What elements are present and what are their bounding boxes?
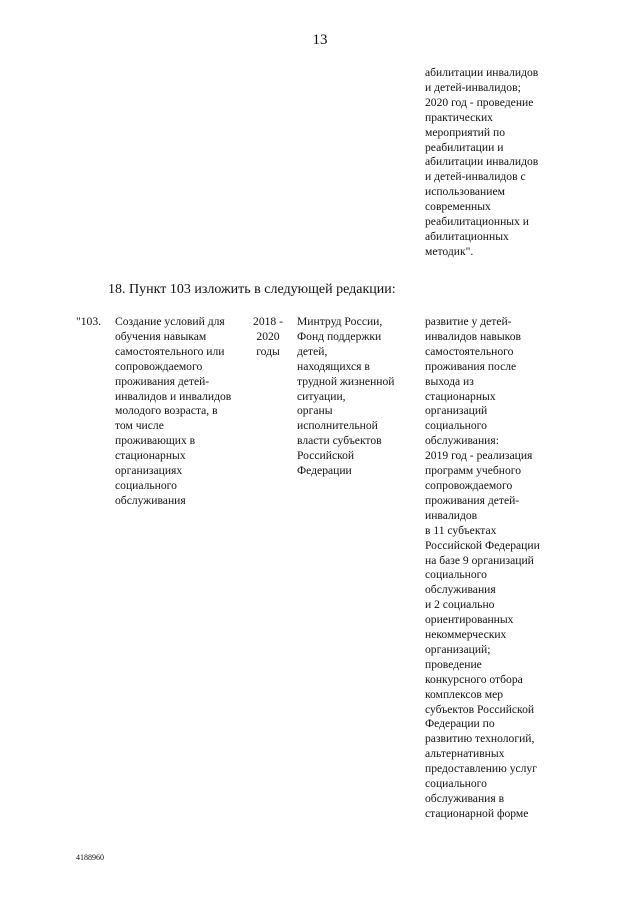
text-line: конкурсного отбора [425,672,523,686]
text-line: в 11 субъектах [425,523,497,537]
document-code: 4188960 [76,853,104,862]
result-cell [425,315,570,822]
text-line: развитие у детей- [425,315,512,328]
text-line: социального [425,777,487,791]
text-line: предоставлению услуг [425,762,537,776]
text-line: стационарной форме [425,806,529,820]
text-line: выхода из [425,374,474,388]
executor-cell [297,315,417,479]
text-line: трудной жизненной [297,374,395,388]
text-line: проживания детей- [425,493,520,507]
text-line: реабилитации и [425,140,504,154]
text-line: методик". [425,244,474,258]
text-line: субъектов Российской [425,702,535,716]
text-line: молодого возраста, в [115,404,218,418]
text-line: годы [256,344,280,358]
text-line: и детей-инвалидов; [425,80,521,94]
text-line: обслуживания [115,493,186,507]
text-line: самостоятельного [425,344,514,358]
text-line: мероприятий по [425,125,505,139]
text-line: обслуживания: [425,434,499,448]
text-line: реабилитационных и [425,215,529,229]
text-line: обучения навыкам [115,329,207,343]
text-line: программ учебного [425,464,522,478]
text-line: сопровождаемого [425,478,513,492]
text-line: сопровождаемого [115,359,203,373]
amendment-instruction: 18. Пункт 103 изложить в следующей редакции: [108,282,396,297]
text-line: проживания детей- [115,374,210,388]
text-line: самостоятельного или [115,344,225,358]
text-line: находящихся в [297,359,370,373]
text-line: социального [425,419,487,433]
text-line: органы [297,404,333,418]
text-line: альтернативных [425,747,505,761]
text-line: абилитации инвалидов [425,155,539,169]
text-line: 2018 - [253,315,283,328]
text-line: инвалидов [425,508,478,522]
text-line: обслуживания в [425,792,505,805]
text-line: Российской [297,449,355,463]
text-line: некоммерческих [425,628,507,642]
text-line: инвалидов и инвалидов [115,389,232,403]
period-cell [246,315,290,360]
text-line: Федерации [297,464,352,478]
text-line: Фонд поддержки [297,329,382,343]
text-line: организациях [115,464,183,478]
text-line: организаций; [425,642,491,656]
text-line: организаций [425,404,488,418]
text-line: детей, [297,344,328,358]
text-line: социального [115,478,177,492]
text-line: обслуживания [425,583,496,597]
text-line: абилитации инвалидов [425,66,539,79]
text-line: комплексов мер [425,687,504,701]
text-line: Федерации по [425,717,495,731]
text-line: социального [425,568,487,582]
text-line: 2020 [256,329,280,343]
text-line: Создание условий для [115,315,225,328]
text-line: использованием [425,185,505,199]
text-line: и 2 социально [425,598,495,612]
text-line: на базе 9 организаций [425,553,534,567]
text-line: развитию технологий, [425,732,535,746]
text-line: власти субъектов [297,434,382,448]
page-number: 13 [312,32,328,48]
text-line: современных [425,200,491,214]
continuation-result-text [425,66,570,260]
text-line: Минтруд России, [297,315,383,328]
text-line: и детей-инвалидов с [425,170,526,184]
row-number: "103. [76,315,102,328]
measure-name-cell [115,315,240,509]
text-line: ориентированных [425,613,514,627]
text-line: проживающих в [115,434,196,448]
text-line: стационарных [425,389,496,403]
text-line: инвалидов навыков [425,329,521,343]
text-line: 2020 год - проведение [425,95,534,109]
text-line: стационарных [115,449,186,463]
text-line: Российской Федерации [425,538,540,552]
text-line: 2019 год - реализация [425,449,533,463]
text-line: том числе [115,419,164,433]
text-line: проживания после [425,359,517,373]
text-line: практических [425,110,493,124]
text-line: проведение [425,657,482,671]
text-line: исполнительной [297,419,378,433]
text-line: абилитационных [425,229,509,243]
text-line: ситуации, [297,389,346,403]
